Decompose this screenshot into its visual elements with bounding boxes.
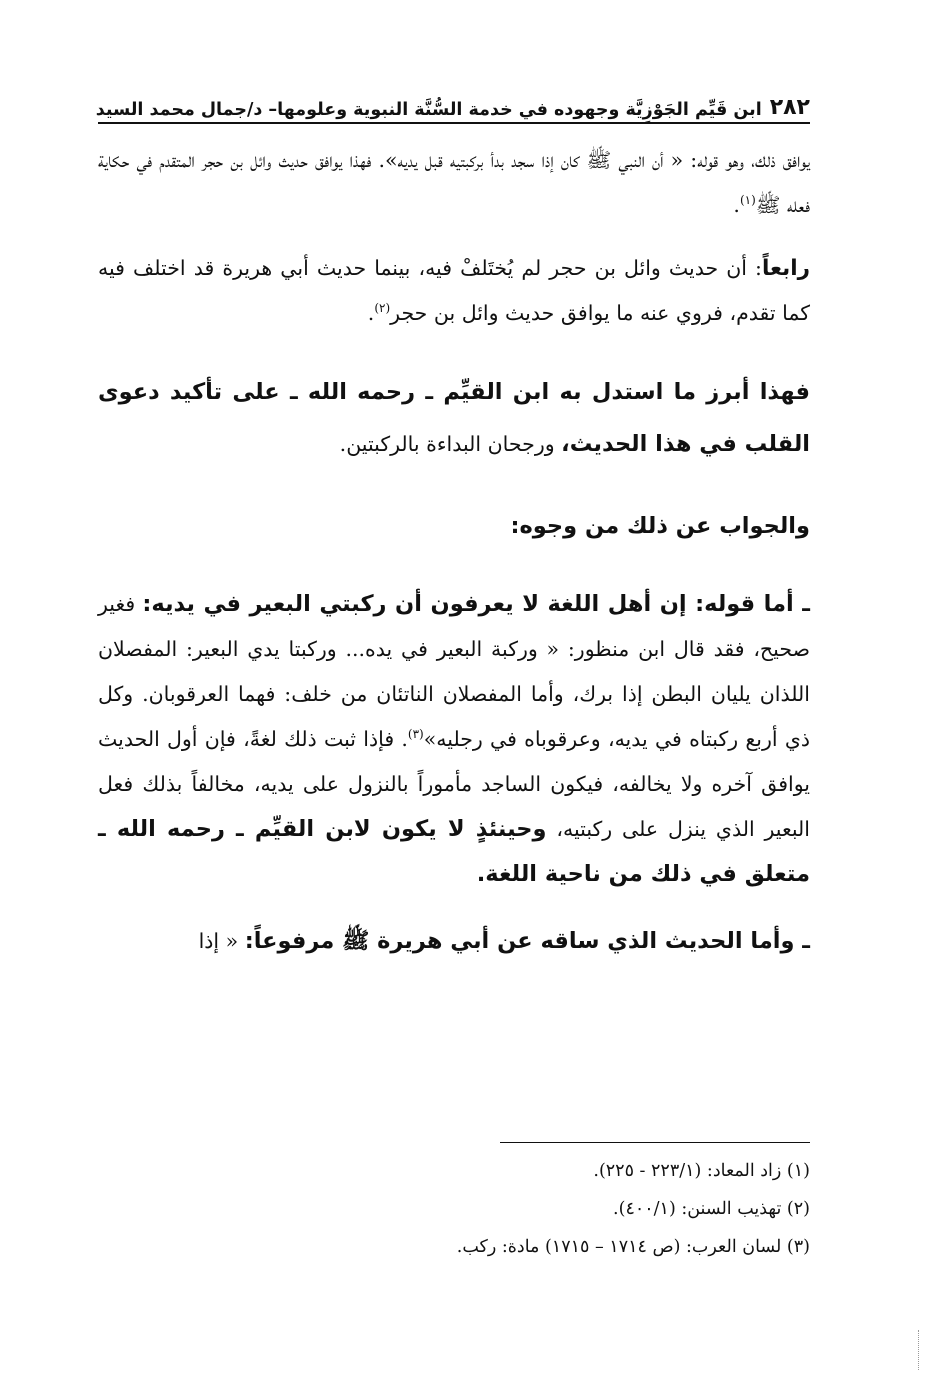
paragraph-2-text: : أن حديث وائل بن حجر لم يُختَلفْ فيه، بينما حديث أبي هريرة قد اختلف فيه كما تقدم، فروي عنه ما يوافق حديث وائل بن حجر: [98, 256, 810, 325]
paragraph-5: [98, 582, 810, 897]
paragraph-1-text: يوافق ذلك، وهو قوله: « أن النبي ﷺ كان إذا سجد بدأ بركبتيه قبل يديه». فهذا يوافق حديث وائل بن حجر المتقدم في حكاية فعله ﷺ: [98, 148, 810, 217]
margin-mark: [918, 1330, 923, 1370]
footnote-1: (١) زاد المعاد: (٢٢٣/١ - ٢٢٥).: [593, 1161, 810, 1181]
paragraph-6-text: « إذا: [198, 929, 245, 953]
paragraph-1-end: .: [733, 193, 740, 217]
paragraph-4: [98, 500, 810, 552]
paragraph-6: [98, 915, 810, 967]
paragraph-2-lead: رابعاً: [761, 256, 810, 281]
page-number: ٢٨٢: [769, 95, 810, 120]
paragraph-6-bold: ـ وأما الحديث الذي ساقه عن أبي هريرة ﷺ مرفوعاً:: [244, 928, 810, 954]
page-header: [95, 88, 810, 124]
footnote-2: (٢) تهذيب السنن: (٤٠٠/١).: [613, 1199, 810, 1219]
paragraph-3-bold: فهذا أبرز ما استدل به ابن القيِّم ـ رحمه الله ـ على تأكيد دعوى القلب في هذا الحديث،: [98, 379, 810, 457]
paragraph-5-text-2: . فإذا ثبت ذلك لغةً، فإن أول الحديث يوافق آخره ولا يخالفه، فيكون الساجد مأموراً بالنزول على يديه، مخالفاً بذلك فعل البعير الذي ينزل على ركبتيه،: [98, 727, 811, 841]
paragraph-5-text: فغير صحيح، فقد قال ابن منظور: « وركبة البعير في يده... وركبتا يدي البعير: المفصلان اللذان يليان البطن إذا برك، وأما المفصلان الناتئان من خلف: فهما العرقوبان. وكل ذي أربع ركبتاه في يديه، وعرقوباه في رجليه»: [98, 592, 810, 751]
paragraph-5-bold-2: وحينئذٍ لا يكون لابن القيِّم ـ رحمه الله ـ متعلق في ذلك من ناحية اللغة.: [98, 816, 810, 887]
main-text: [98, 138, 810, 967]
running-title: ابن قَيِّم الجَوْزِيَّة وجهوده في خدمة السُّنَّة النبوية وعلومها– د/جمال محمد السيد: [95, 100, 762, 120]
footnote-ref-3: (٣): [407, 727, 424, 742]
paragraph-3-text: ورجحان البداءة بالركبتين.: [339, 432, 562, 456]
paragraph-2: [98, 246, 810, 336]
paragraph-3: [98, 366, 810, 470]
paragraph-4-bold: والجواب عن ذلك من وجوه:: [510, 513, 810, 539]
footnote-divider: [500, 1142, 810, 1143]
paragraph-2-end: .: [367, 301, 375, 325]
footnote-ref-2: (٢): [374, 301, 391, 316]
footnote-ref-1: (١): [739, 193, 756, 208]
paragraph-1: [98, 138, 810, 228]
paragraph-5-bold: ـ أما قوله: إن أهل اللغة لا يعرفون أن ركبتي البعير في يديه:: [142, 591, 810, 617]
footnotes: [98, 1152, 810, 1266]
footnote-3: (٣) لسان العرب: (ص ١٧١٤ – ١٧١٥) مادة: ركب.: [456, 1237, 810, 1257]
